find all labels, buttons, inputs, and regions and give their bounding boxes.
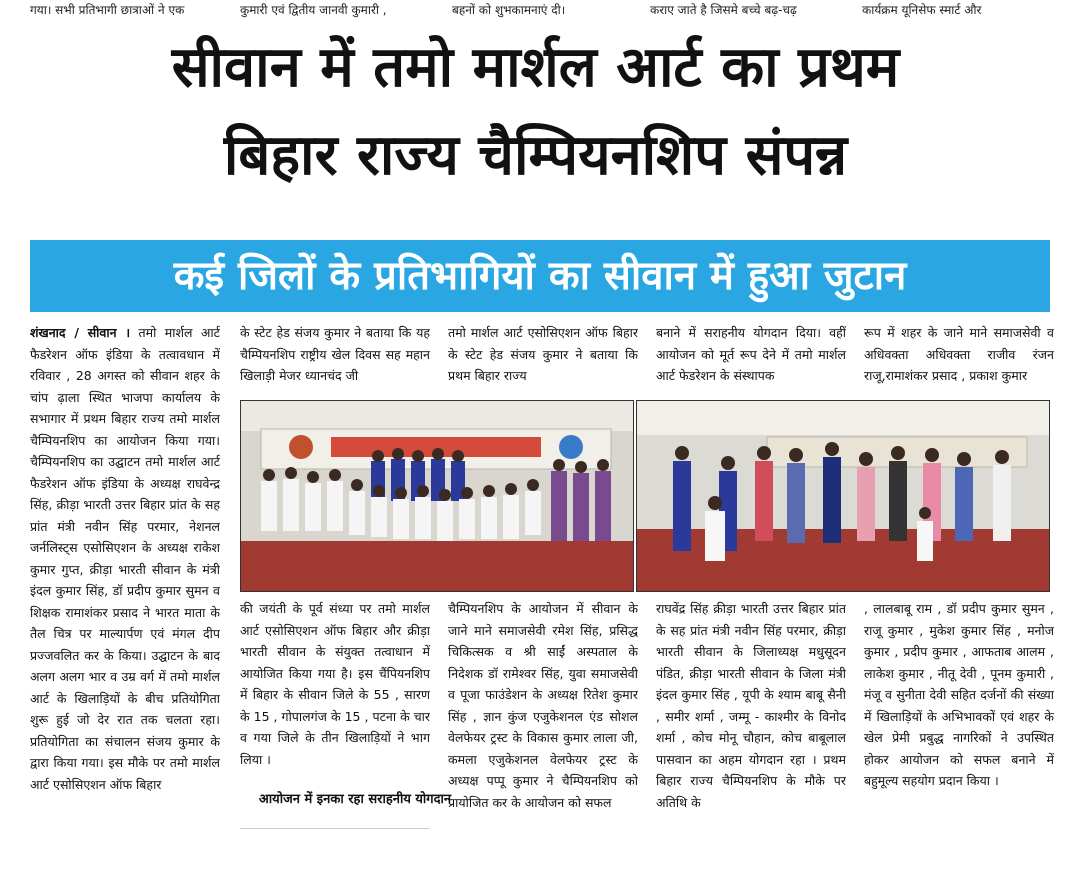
top-strip-text-2: कुमारी एवं द्वितीय जानवी कुमारी , <box>240 3 387 17</box>
article-column-3-bottom: चैम्पियनशिप के आयोजन में सीवान के जाने माने समाजसेवी रमेश सिंह, प्रसिद्ध चिकित्सक व श्री साईं अस्पताल के निदेशक डॉ रामेश्वर सिंह, युवा समाजसेवी व पूजा फाउंडेशन के अध्यक्ष रितेश कुमार सिंह , ज्ञान कुंज एजुकेशनल एंड सोशल वेलफेयर ट्रस्ट के विकास कुमार लाला जी, कमला एजुकेशनल वेलफेयर ट्रस्ट के अध्यक्ष पप्पू कुमार ने चैम्पियनशिप को प्रायोजित कर के आयोजन को सफल <box>448 601 638 810</box>
photo-group-illustration <box>241 401 633 591</box>
top-strip-text-3: बहनों को शुभकामनाएं दी। <box>452 3 566 17</box>
top-strip-text-5: कार्यक्रम यूनिसेफ स्मार्ट और <box>862 3 982 17</box>
article-column-1-text: तमो मार्शल आर्ट फैडरेशन ऑफ इंडिया के तत्वावधान में रविवार , 28 अगस्त को सीवान शहर के चांप ढ़ाला स्थित भाजपा कार्यालय के सभागार में प्रथम बिहार राज्य तमो मार्शल चैम्पियनशिप का आयोजन किया गया। चैम्पियनशिप का उद्घाटन तमो मार्शल आर्ट फैडरेशन ऑफ इंडिया के अध्यक्ष राघवेन्द्र सिंह, क्रीड़ा भारती उत्तर बिहार प्रांत के सह प्रांत मंत्री नवीन सिंह परमार, नेशनल जर्नलिस्ट्स एसोसिएशन के अध्यक्ष राकेश कुमार गुप्त, क्रीड़ा भारती सीवान के मंत्री इंदल कुमार सिंह, डॉ प्रदीप कुमार सुमन व शिक्षक रामाशंकर प्रसाद ने भारत माता के तैल चित्र पर माल्यार्पण एवं मंगल दीप प्रज्जवलित कर के किया। उद्घाटन के बाद अलग अलग भार व उम्र वर्ग में तमो मार्शल आर्ट के खिलाड़ियों के बीच प्रतियोगिता शुरू हुई जो देर रात तक चलता रहा। प्रतियोगिता का संचालन संजय कुमार के द्वारा किया गया। इस मौके पर तमो मार्शल आर्ट एसोसिएशन ऑफ बिहार <box>30 325 220 792</box>
article-column-1 <box>30 322 220 832</box>
column-divider <box>240 828 430 829</box>
dateline: शंखनाद / सीवान । <box>30 325 131 340</box>
headline-line-1: सीवान में तमो मार्शल आर्ट का प्रथम <box>171 35 900 100</box>
top-strip-text-1: गया। सभी प्रतिभागी छात्राओं ने एक <box>30 3 185 17</box>
photo-group-participants <box>240 400 634 592</box>
top-strip <box>0 0 1071 20</box>
article-column-5-top: रूप में शहर के जाने माने समाजसेवी व अधिवक्ता अधिवक्ता राजीव रंजन राजू,रामाशंकर प्रसाद , प्रकाश कुमार <box>864 325 1054 383</box>
article-column-2-top: के स्टेट हेड संजय कुमार ने बताया कि यह चैम्पियनशिप राष्ट्रीय खेल दिवस सह महान खिलाड़ी मेजर ध्यानचंद जी <box>240 325 430 383</box>
subheadline-banner <box>30 240 1050 312</box>
article-column-5-bottom: , लालबाबू राम , डॉ प्रदीप कुमार सुमन , राजू कुमार , मुकेश कुमार सिंह , मनोज कुमार , प्रदीप कुमार , आफताब आलम , लाकेश कुमार , नीतू देवी , पूनम कुमारी , मंजू व सुनीता देवी सहित दर्जनों की संख्या में खिलाड़ियों के अभिभावकों एवं शहर के खेल प्रेमी प्रबुद्ध नागरिकों ने उपस्थित होकर आयोजन को सफल बनाने में बहुमूल्य सहयोग प्रदान किया । <box>864 601 1054 788</box>
headline-line-2: बिहार राज्य चैम्पियनशिप संपन्न <box>223 123 848 188</box>
article-column-3-top: तमो मार्शल आर्ट एसोसिएशन ऑफ बिहार के स्टेट हेड संजय कुमार ने बताया कि प्रथम बिहार राज्य <box>448 325 638 383</box>
subheadline-text: कई जिलों के प्रतिभागियों का सीवान में हुआ जुटान <box>173 253 907 299</box>
article-column-4-bottom: राघवेंद्र सिंह क्रीड़ा भारती उत्तर बिहार प्रांत के सह प्रांत मंत्री नवीन सिंह परमार, क्रीड़ा भारती सीवान के जिलाध्यक्ष मधुसूदन पंडित, क्रीड़ा भारती सीवान के जिला मंत्री इंदल कुमार सिंह , यूपी के श्याम बाबू सैनी , समीर शर्मा , जम्मू - काश्मीर के विनोद शर्मा , कोच मोनू चौहान, कोच बाबूलाल पासवान का अहम योगदान रहा । प्रथम बिहार राज्य चैम्पियनशिप के मौके पर अतिथि के <box>656 601 846 810</box>
photo-guests-performance <box>636 400 1050 592</box>
article-column-4-top: बनाने में सराहनीय योगदान दिया। वहीं आयोजन को मूर्त रूप देने में तमो मार्शल आर्ट फेडरेशन के संस्थापक <box>656 325 846 383</box>
article-column-2-bottom: की जयंती के पूर्व संध्या पर तमो मार्शल आर्ट एसोसिएशन ऑफ बिहार और क्रीड़ा भारती सीवान के संयुक्त तत्वाधान में आयोजित किया गया है। इस चैंपियनशिप में बिहार के सीवान जिले के 55 , सारण के 15 , गोपालगंज के 15 , पटना के चार व गया जिले के तीन खिलाड़ियों ने भाग लिया । <box>240 601 430 767</box>
subhead-contributors: आयोजन में इनका रहा सराहनीय योगदान <box>258 792 452 807</box>
top-strip-text-4: कराए जाते है जिसमे बच्चे बढ़-चढ़ <box>650 3 797 17</box>
photo-guests-illustration <box>637 401 1049 591</box>
